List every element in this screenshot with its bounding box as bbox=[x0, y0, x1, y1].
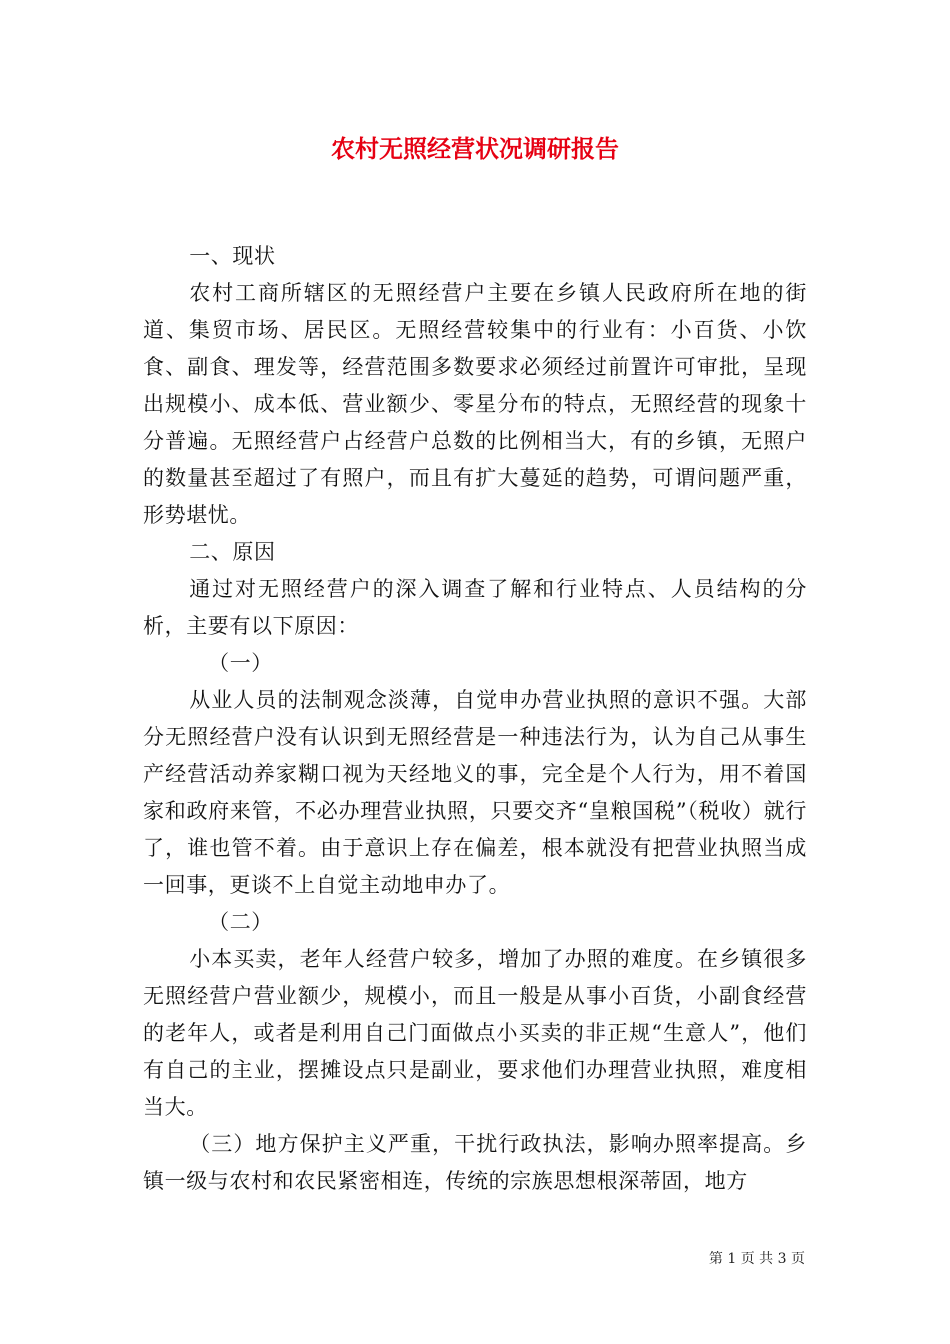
section-heading-causes: 二、原因 bbox=[189, 540, 276, 564]
subheading-one: （一） bbox=[208, 651, 273, 675]
subheading-two: （二） bbox=[208, 910, 273, 934]
section-heading-status: 一、现状 bbox=[189, 244, 276, 268]
paragraph-cause-two: 小本买卖，老年人经营户较多，增加了办照的难度。在乡镇很多无照经营户营业额少，规模小，而且一般是从事小百货，小副食经营的老年人，或者是利用自己门面做点小买卖的非正规“生意人”，他们有自己的主业，摆摊设点只是副业，要求他们办理营业执照，难度相当大。 bbox=[143, 947, 807, 1119]
document-title: 农村无照经营状况调研报告 bbox=[331, 134, 619, 163]
paragraph-status: 农村工商所辖区的无照经营户主要在乡镇人民政府所在地的街道、集贸市场、居民区。无照经营较集中的行业有：小百货、小饮食、副食、理发等，经营范围多数要求必须经过前置许可审批，呈现出规模小、成本低、营业额少、零星分布的特点，无照经营的现象十分普遍。无照经营户占经营户总数的比例相当大，有的乡镇，无照户的数量甚至超过了有照户，而且有扩大蔓延的趋势，可谓问题严重，形势堪忧。 bbox=[143, 281, 807, 527]
document-body bbox=[143, 238, 807, 1200]
page-number: 第 1 页 共 3 页 bbox=[708, 1251, 805, 1267]
paragraph-cause-three: （三）地方保护主义严重，干扰行政执法，影响办照率提高。乡镇一级与农村和农民紧密相连，传统的宗族思想根深蒂固，地方 bbox=[143, 1132, 807, 1193]
paragraph-cause-one: 从业人员的法制观念淡薄，自觉申办营业执照的意识不强。大部分无照经营户没有认识到无照经营是一种违法行为，认为自己从事生产经营活动养家糊口视为天经地义的事，完全是个人行为，用不着国家和政府来管，不必办理营业执照，只要交齐“皇粮国税”（税收）就行了，谁也管不着。由于意识上存在偏差，根本就没有把营业执照当成一回事，更谈不上自觉主动地申办了。 bbox=[143, 688, 807, 897]
paragraph-causes-intro: 通过对无照经营户的深入调查了解和行业特点、人员结构的分析，主要有以下原因： bbox=[143, 577, 807, 638]
